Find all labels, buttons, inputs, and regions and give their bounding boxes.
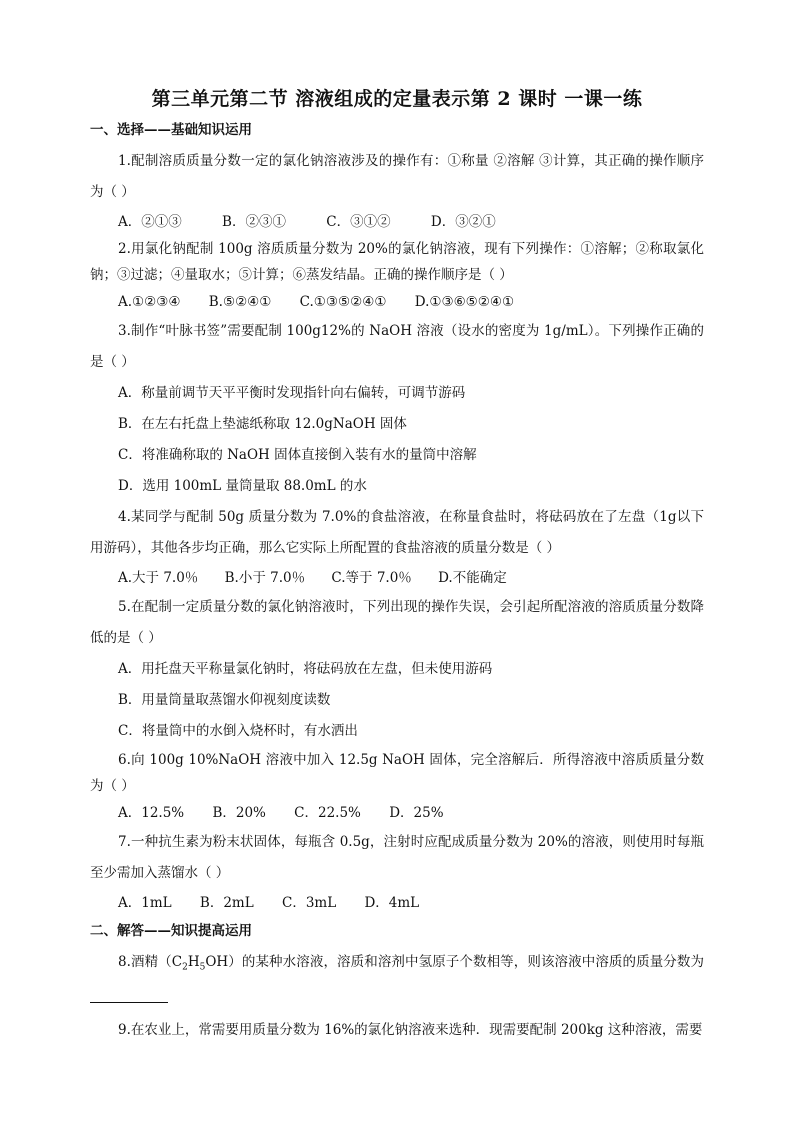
q8-text-start: 8.酒精（C (118, 954, 183, 970)
q7-option-a: A．1mL (118, 895, 172, 911)
q3-option-c: C．将准确称取的 NaOH 固体直接倒入装有水的量筒中溶解 (118, 447, 477, 463)
question-1-options (90, 208, 704, 236)
question-3-stem: 3.制作“叶脉书签”需要配制 100g12%的 NaOH 溶液（设水的密度为 1g/mL）。下列操作正确的是（ ） (90, 323, 704, 370)
question-9-stem: 9.在农业上，常需要用质量分数为 16%的氯化钠溶液来选种．现需要配制 200kg 这种溶液，需要 (118, 1021, 703, 1038)
question-5-stem: 5.在配制一定质量分数的氯化钠溶液时，下列出现的操作失误，会引起所配溶液的溶质质量分数降低的是（ ） (90, 599, 704, 646)
q8-subscript-h: 5 (199, 962, 206, 973)
q4-option-b: B.小于 7.0％ (224, 570, 306, 586)
q1-option-d: D．③②① (430, 214, 496, 230)
q6-option-c: C．22.5% (294, 805, 361, 821)
q3-option-a: A．称量前调节天平平衡时发现指针向右偏转，可调节游码 (118, 385, 466, 401)
q2-option-a: A.①②③④ (118, 294, 181, 310)
q5-option-a: A．用托盘天平称量氯化钠时，将砝码放在左盘，但未使用游码 (118, 661, 493, 677)
q8-text-h: H (187, 954, 200, 970)
section-heading-2: 二、解答——知识提高运用 (90, 923, 252, 939)
q5-option-c: C．将量筒中的水倒入烧杯时，有水洒出 (118, 723, 358, 739)
q6-option-d: D．25% (389, 805, 444, 821)
q3-option-d: D．选用 100mL 量筒量取 88.0mL 的水 (118, 478, 367, 494)
q1-option-b: B．②③① (222, 214, 286, 230)
q4-option-d: D.不能确定 (438, 570, 507, 586)
q6-option-b: B．20% (212, 805, 266, 821)
q3-option-b: B．在左右托盘上垫滤纸称取 12.0gNaOH 固体 (118, 416, 407, 432)
q4-option-a: A.大于 7.0％ (118, 570, 199, 586)
q1-option-a: A．②①③ (118, 214, 182, 230)
q8-text-end: OH）的某种水溶液，溶质和溶剂中氢原子个数相等，则该溶液中溶质的质量分数为 (205, 954, 704, 970)
q8-answer-blank[interactable] (90, 988, 168, 1003)
question-2-options (90, 288, 704, 316)
q6-option-a: A．12.5% (118, 805, 185, 821)
question-7-options (90, 889, 704, 917)
q1-option-c: C．③①② (326, 214, 391, 230)
page-title: 第三单元第二节 溶液组成的定量表示第 2 课时 一课一练 (151, 88, 643, 110)
q4-option-c: C.等于 7.0％ (331, 570, 412, 586)
q2-option-c: C.①③⑤②④① (299, 294, 387, 310)
q7-option-b: B．2mL (199, 895, 254, 911)
question-8-stem (90, 947, 704, 1015)
question-2-stem: 2.用氯化钠配制 100g 溶质质量分数为 20%的氯化钠溶液，现有下列操作：①溶解；②称取氯化钠；③过滤；④量取水；⑤计算；⑥蒸发结晶。正确的操作顺序是（ ） (90, 241, 704, 283)
question-6-stem: 6.向 100g 10%NaOH 溶液中加入 12.5g NaOH 固体，完全溶解后．所得溶液中溶质质量分数为（ ） (90, 752, 704, 794)
question-4-stem: 4.某同学与配制 50g 质量分数为 7.0%的食盐溶液，在称量食盐时，将砝码放在了左盘（1g以下用游码），其他各步均正确，那么它实际上所配置的食盐溶液的质量分数是（ ） (90, 509, 704, 556)
q2-option-d: D.①③⑥⑤②④① (414, 294, 515, 310)
q7-option-d: D．4mL (364, 895, 420, 911)
q7-option-c: C．3mL (281, 895, 337, 911)
q5-option-b: B．用量筒量取蒸馏水仰视刻度读数 (118, 692, 331, 708)
section-heading-1: 一、选择——基础知识运用 (90, 122, 252, 138)
question-7-stem: 7.一种抗生素为粉末状固体，每瓶含 0.5g，注射时应配成质量分数为 20%的溶液，则使用时每瓶至少需加入蒸馏水（ ） (90, 834, 704, 881)
q8-subscript-c: 2 (182, 962, 188, 973)
question-4-options (90, 564, 704, 592)
question-6-options (90, 799, 704, 827)
question-1-stem: 1.配制溶质质量分数一定的氯化钠溶液涉及的操作有：①称量 ②溶解 ③计算，其正确的操作顺序为（ ） (90, 153, 704, 200)
q2-option-b: B.⑤②④① (208, 294, 272, 310)
